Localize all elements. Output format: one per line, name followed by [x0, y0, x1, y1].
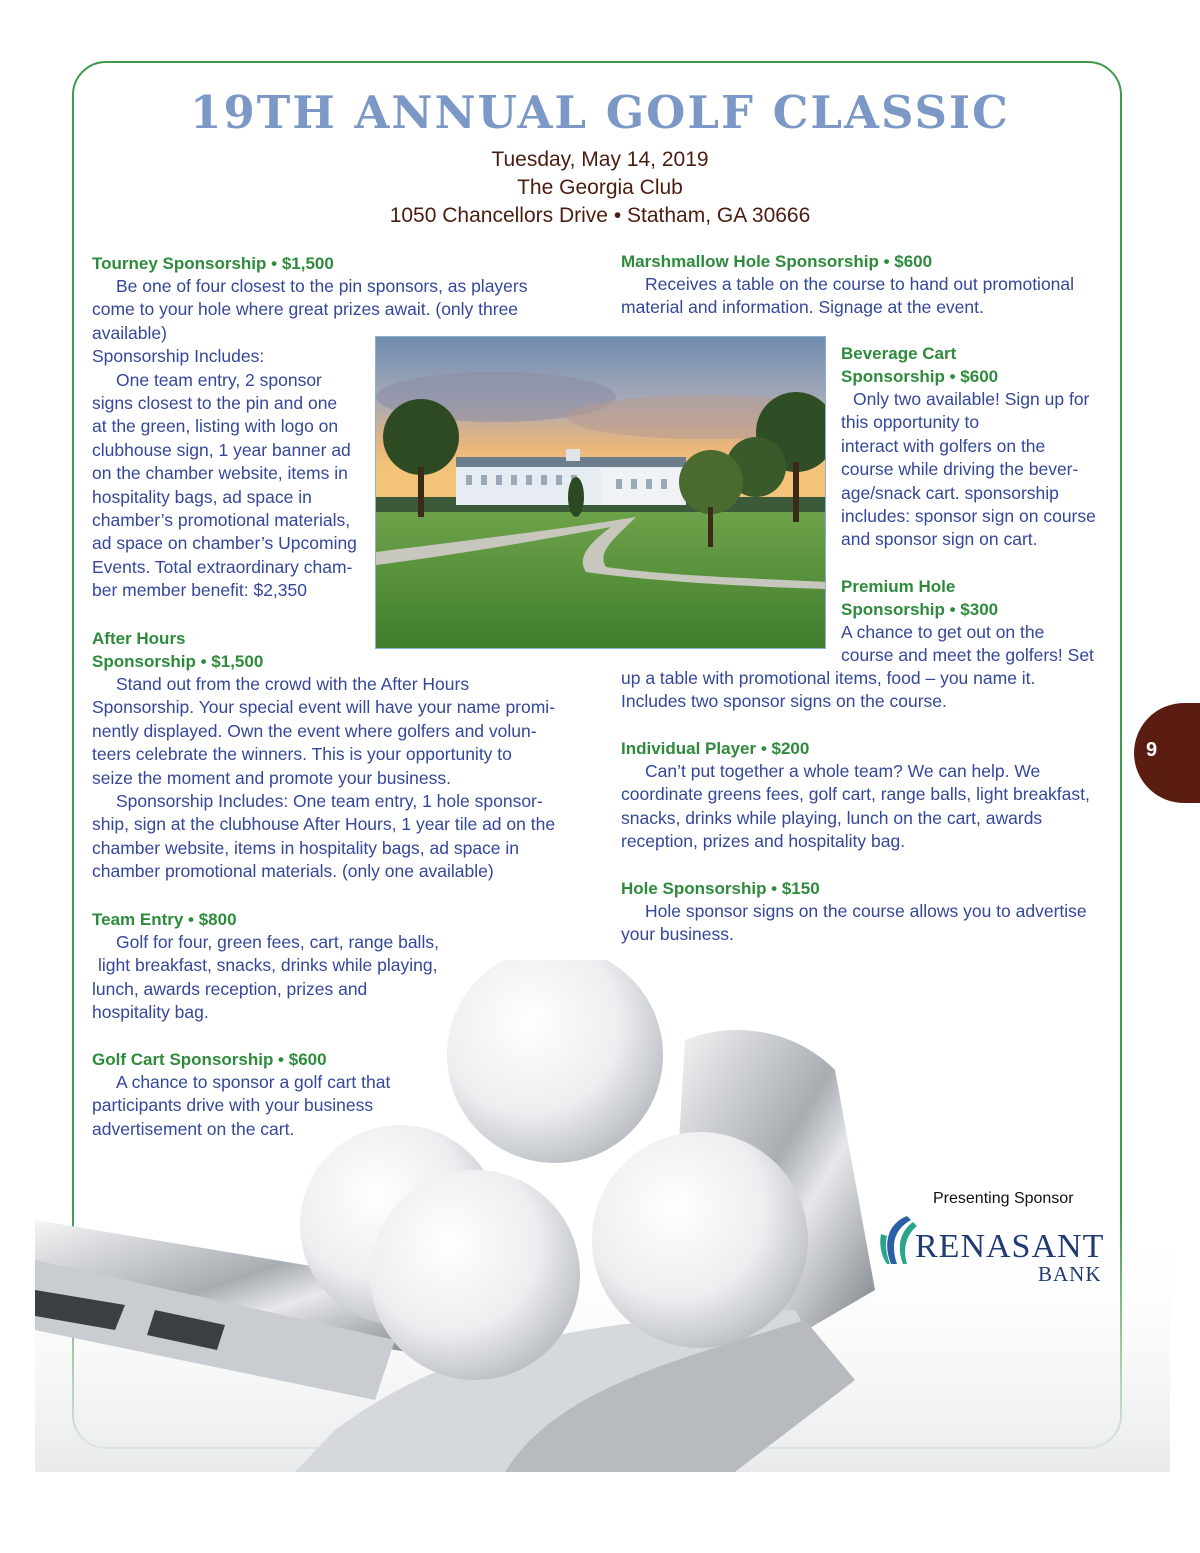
text-line: Stand out from the crowd with the After Hours: [116, 674, 470, 694]
text-line: at the green, listing with logo on: [92, 416, 339, 437]
text-line: Includes two sponsor signs on the course.: [621, 691, 947, 712]
text-line: interact with golfers on the: [841, 435, 1046, 456]
section-heading: Tourney Sponsorship • $1,500: [92, 254, 334, 273]
section-heading: Team Entry • $800: [92, 910, 237, 929]
text-line: hospitality bags, ad space in: [92, 486, 312, 507]
section-heading: Beverage Cart: [841, 344, 957, 363]
section-heading: After Hours: [92, 629, 186, 648]
section-heading: Golf Cart Sponsorship • $600: [92, 1050, 327, 1069]
text-line: Can’t put together a whole team? We can help. We: [645, 761, 1041, 781]
individual-player-section: [621, 737, 1121, 854]
text-line: Sponsorship Includes:: [92, 346, 265, 367]
text-line: seize the moment and promote your business.: [92, 767, 451, 788]
text-line: Golf for four, green fees, cart, range balls,: [116, 932, 439, 952]
text-line: coordinate greens fees, golf cart, range balls, light breakfast,: [621, 784, 1090, 805]
event-venue: The Georgia Club: [517, 176, 683, 199]
text-line: chamber’s promotional materials,: [92, 510, 351, 531]
renasant-swoosh-icon: [877, 1214, 917, 1266]
renasant-bank-logo: [877, 1212, 1105, 1288]
event-address: 1050 Chancellors Drive • Statham, GA 30666: [389, 204, 811, 227]
page-number-tab: [1134, 703, 1200, 803]
text-line: hospitality bag.: [92, 1002, 209, 1023]
text-line: ad space on chamber’s Upcoming: [92, 533, 357, 554]
event-date: Tuesday, May 14, 2019: [491, 148, 709, 171]
text-line: snacks, drinks while playing, lunch on the cart, awards: [621, 807, 1043, 828]
text-line: ber member benefit: $2,350: [92, 580, 307, 601]
text-line: includes: sponsor sign on course: [841, 506, 1096, 527]
text-line: course while driving the bever-: [841, 459, 1079, 480]
text-line: Events. Total extraordinary cham-: [92, 556, 353, 577]
text-line: Be one of four closest to the pin sponsors, as players: [116, 276, 528, 296]
premium-hole-continued: [621, 667, 1121, 714]
section-heading: Individual Player • $200: [621, 739, 810, 758]
text-line: course and meet the golfers! Set: [841, 645, 1094, 666]
text-line: lunch, awards reception, prizes and: [92, 978, 368, 999]
section-heading: Hole Sponsorship • $150: [621, 879, 820, 898]
text-line: A chance to sponsor a golf cart that: [116, 1072, 391, 1092]
section-heading: Premium Hole: [841, 577, 956, 596]
text-line: light breakfast, snacks, drinks while playing,: [98, 955, 438, 976]
section-heading: Sponsorship • $1,500: [92, 652, 264, 671]
text-line: teers celebrate the winners. This is your opportunity to: [92, 744, 512, 765]
text-line: up a table with promotional items, food – you name it.: [621, 668, 1036, 688]
text-line: available): [92, 322, 167, 343]
text-line: Only two available! Sign up for: [853, 389, 1090, 409]
beverage-cart-section: [841, 342, 1121, 552]
text-line: ship, sign at the clubhouse After Hours, 1 year tile ad on the: [92, 814, 556, 835]
hole-sponsorship-section: [621, 877, 1121, 947]
text-line: clubhouse sign, 1 year banner ad: [92, 439, 351, 460]
text-line: Receives a table on the course to hand out promotional: [645, 274, 1075, 294]
text-line: chamber promotional materials. (only one available): [92, 861, 494, 882]
section-heading: Sponsorship • $300: [841, 600, 999, 619]
text-line: signs closest to the pin and one: [92, 393, 338, 414]
premium-hole-section: [841, 575, 1121, 668]
text-line: participants drive with your business: [92, 1095, 374, 1116]
presenting-sponsor-label: Presenting Sponsor: [933, 1190, 1074, 1207]
text-line: on the chamber website, items in: [92, 463, 348, 484]
text-line: chamber website, items in hospitality bags, ad space in: [92, 837, 520, 858]
text-line: and sponsor sign on cart.: [841, 529, 1038, 550]
logo-subtext: BANK: [1038, 1262, 1102, 1286]
clubhouse-photo: [375, 336, 826, 649]
text-line: One team entry, 2 sponsor: [116, 369, 322, 390]
section-heading: Sponsorship • $600: [841, 367, 999, 386]
text-line: age/snack cart. sponsorship: [841, 482, 1059, 503]
page-title: 19TH ANNUAL GOLF CLASSIC: [190, 86, 1010, 139]
after-hours-section: [92, 627, 592, 884]
text-line: Sponsorship Includes: One team entry, 1 hole sponsor-: [116, 791, 543, 812]
page-number: 9: [1146, 739, 1158, 761]
text-line: this opportunity to: [841, 412, 980, 433]
text-line: Hole sponsor signs on the course allows you to advertise: [645, 901, 1087, 921]
text-line: A chance to get out on the: [841, 622, 1045, 642]
marshmallow-section: [621, 250, 1121, 320]
text-line: your business.: [621, 924, 734, 945]
text-line: nently displayed. Own the event where golfers and volun-: [92, 720, 537, 741]
text-line: Sponsorship. Your special event will have your name promi-: [92, 697, 556, 718]
text-line: reception, prizes and hospitality bag.: [621, 831, 906, 852]
logo-wordmark: RENASANT: [915, 1228, 1105, 1265]
section-heading: Marshmallow Hole Sponsorship • $600: [621, 252, 933, 271]
text-line: come to your hole where great prizes await. (only three: [92, 299, 519, 320]
text-line: advertisement on the cart.: [92, 1118, 295, 1139]
text-line: material and information. Signage at the event.: [621, 297, 984, 318]
